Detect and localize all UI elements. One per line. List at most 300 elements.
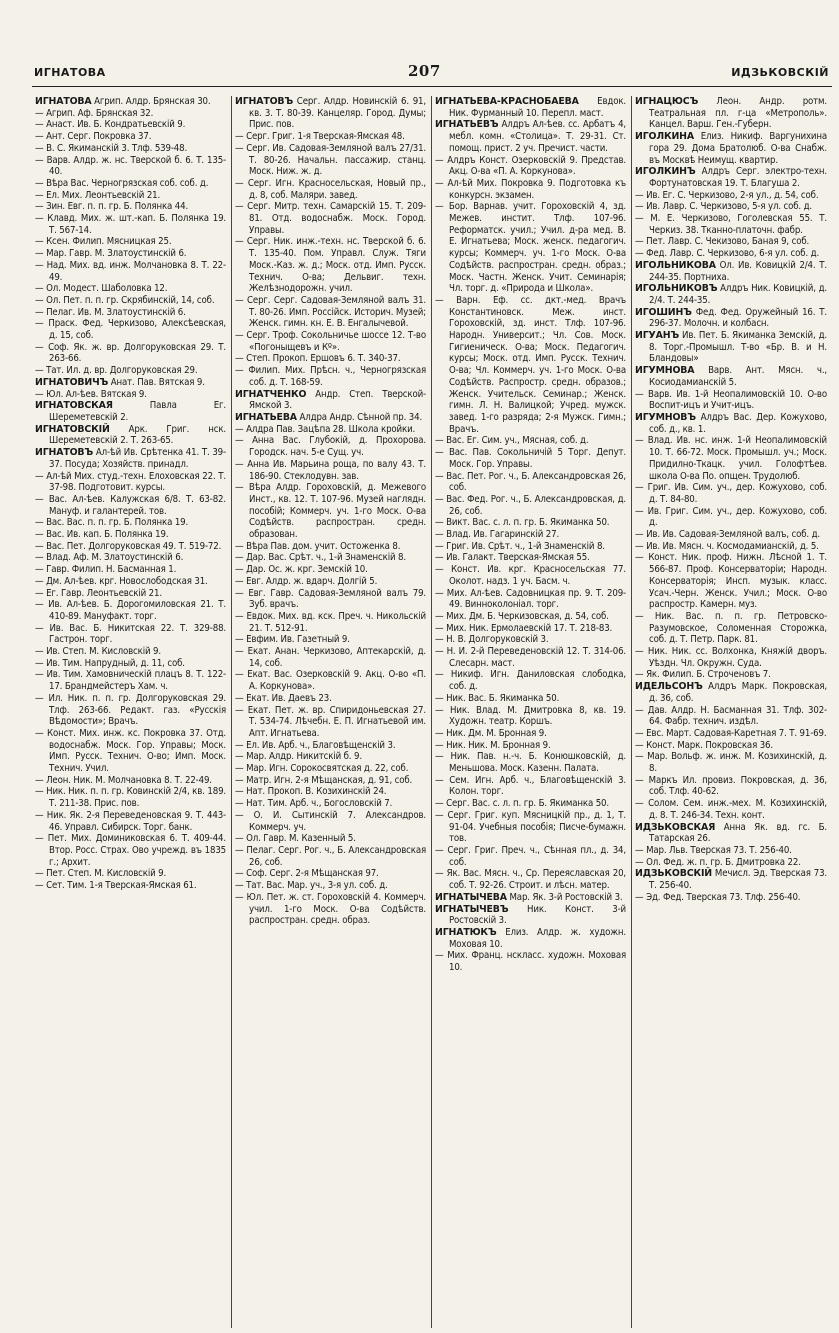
entry-text: Филип. Мих. Прѣсн. ч., Черногрязская соб. д. Т. 168-59.	[248, 365, 426, 388]
directory-entry	[35, 471, 226, 494]
entry-text: Бор. Варнав. учит. Гороховскій 4, зд. Межев. инстит. Тлф. 107-96. Реформатск. учил.; Учил. д-ра мед. В. Е. Игнатьева; Моск. женск. педагогич. курсы; Коммерч. уч. 1-го Моск. О-ва Содѣйств. распростран. средн. образ.; Моск. Частн. Женск. Учит. Семинарія; Чл. торг. д. «Природа и Школа».	[448, 201, 626, 295]
surname-heading: ИГУМНОВА	[635, 365, 695, 377]
entry-text: Ол. Модест. Шаболовка 12.	[46, 283, 168, 295]
entry-text: Ник. Ник. сс. Волхонка, Княжій дворъ. Уѣздн. Чл. Окружн. Суда.	[647, 646, 827, 669]
entry-text: Дм. Ал-ѣев. крг. Новослободская 31.	[46, 575, 208, 587]
entry-text: Маркъ Ил. провиз. Покровская, д. 36, соб. Тлф. 40-62.	[648, 774, 828, 798]
directory-entry	[35, 131, 226, 143]
directory-entry	[435, 564, 626, 587]
entry-text: Алдра Андр. Сѣнной пр. 34.	[296, 411, 423, 423]
entry-text: Мар. Льв. Тверская 73. Т. 256-40.	[646, 845, 792, 856]
surname-heading: ИГУМНОВЪ	[635, 411, 696, 423]
entry-text: Ив. Тим. Напрудный, д. 11, соб.	[46, 657, 185, 669]
entry-text: Ив. Галакт. Тверская-Ямская 55.	[446, 552, 590, 564]
directory-entry	[635, 248, 827, 260]
directory-entry	[435, 435, 626, 447]
entry-text: Варв. Ив. 1-й Неопалимовскій 10. О-во Воспит-ицъ и Учит-ицъ.	[648, 388, 827, 412]
surname-heading: ИГНАТОВИЧЪ	[35, 376, 109, 388]
surname-heading: ИГНАТОВЪ	[235, 96, 294, 107]
entry-text: Ил. Ник. п. п. гр. Долгоруковская 29. Тлф. 263-66. Редакт. газ. «Русскія Вѣдомости»; Врачъ.	[48, 692, 226, 728]
directory-entry	[35, 646, 226, 658]
surname-heading: ИГОЛКИНЪ	[635, 166, 696, 178]
directory-entry	[435, 623, 626, 635]
directory-entry	[35, 236, 226, 248]
page-number: 207	[408, 62, 441, 80]
entry-text: Мар. Як. 3-й Ростовскій 3.	[506, 891, 623, 903]
surname-heading: ИГНАТОВА	[35, 96, 92, 107]
directory-entry	[635, 868, 827, 891]
directory-columns	[32, 96, 832, 1328]
entry-text: Влад. Ив. Гагаринскій 27.	[446, 529, 560, 541]
directory-entry	[635, 681, 827, 704]
entry-text: Григ. Ив. Срѣт. ч., 1-й Знаменскій 8.	[446, 540, 605, 552]
surname-heading: ИГОШИНЪ	[635, 306, 692, 318]
directory-entry	[435, 646, 626, 669]
entry-text: Ант. Серг. Покровка 37.	[46, 131, 152, 143]
entry-text: Степ. Прокоп. Ершовъ 6. Т. 340-37.	[246, 353, 401, 365]
surname-heading: ИГОЛЬНИКОВА	[635, 259, 716, 271]
entry-text: Евдок. Мих. вд. кск. Преч. ч. Никольскій 21. Т. 512-91.	[246, 610, 427, 634]
entry-text: Серг. Алдр. Новинскій 6. 91, кв. 3. Т. 80-39. Канцеляр. Город. Думы; Прис. пов.	[249, 96, 426, 131]
entry-text: Викт. Вас. с. л. п. гр. Б. Якиманка 50.	[446, 517, 610, 529]
entry-text: Евг. Алдр. ж. вдарч. Долгій 5.	[246, 575, 378, 587]
directory-entry	[435, 295, 626, 435]
entry-text: Агрип. Аф. Брянская 32.	[46, 107, 154, 119]
directory-entry	[235, 705, 426, 740]
entry-text: Варн. Еф. сс. дкт.-мед. Врачъ Константиновск. Меж. инст. Гороховскій, зд. инст. Тлф. 107-96. Народн. Университ.; Чл. Сов. Моск. Гигиеническ. О-ва; Моск. Педагогич. курсы; Моск. отд. Имп. Русск. Технич. О-ва; Чл. Коммерч. уч. 1-го Моск. О-ва Содѣйств. Распростр. средн. образов.; Женск. Учительск. Семинар.; Женск. гимн. Л. Н. Валицкой; Учред. мужск. завед. 1-го разряда; 2-я Мужск. Гимн.; Врачъ.	[449, 294, 626, 435]
directory-entry	[35, 564, 226, 576]
directory-entry	[235, 330, 426, 353]
entry-text: Ив. Ив. Садовая-Земляной валъ, соб. д.	[646, 529, 821, 541]
directory-entry	[35, 775, 226, 787]
directory-entry	[635, 751, 827, 774]
entry-text: Вас. Ег. Сим. уч., Мясная, соб. д.	[446, 435, 589, 447]
surname-heading: ИГНАЦЮСЪ	[635, 96, 699, 107]
directory-entry	[35, 318, 226, 341]
directory-entry	[235, 892, 426, 927]
directory-entry	[235, 880, 426, 892]
directory-entry	[635, 740, 827, 752]
entry-text: Вас. Пав. Сокольничій 5 Торг. Депут. Моск. Гор. Управы.	[448, 447, 626, 470]
directory-entry	[235, 552, 426, 564]
directory-entry	[235, 96, 426, 131]
directory-entry	[35, 880, 226, 892]
entry-text: Конст. Ник. проф. Нижн. Лѣсной 1. Т. 566-87. Проф. Консерваторіи; Народн. Консерваторія; Инсп. музык. класс. Усач.-Черн. Женск. Учил.; Моск. О-во распростр. Камерн. муз.	[648, 552, 827, 611]
entry-text: Солом. Сем. инж.-мех. М. Козихинскій, д. 8. Т. 246-34. Техн. конт.	[648, 798, 827, 821]
directory-entry	[635, 482, 827, 505]
column-4	[632, 96, 832, 1328]
entry-text: Фед. Лавр. С. Черкизово, 6-я ул. соб. д.	[646, 248, 820, 260]
directory-entry	[235, 178, 426, 201]
entry-text: Конст. Ив. крг. Красносельская 77. Околот. надз. 1 уч. Басм. ч.	[449, 564, 626, 587]
directory-entry	[235, 845, 426, 868]
entry-text: Мих. Ал-ѣев. Садовницкая пр. 9. Т. 209-49. Винноколоніал. торг.	[446, 587, 626, 611]
entry-text: О. И. Сытинскій 7. Александров. Коммерч. уч.	[249, 809, 427, 833]
entry-text: Н. В. Долгоруковскій 3.	[446, 634, 549, 646]
directory-entry	[435, 634, 626, 646]
directory-entry	[635, 96, 827, 131]
entry-text: Арк. Григ. нск. Шереметевскій 2. Т. 263-65.	[49, 423, 226, 447]
directory-entry	[435, 798, 626, 810]
directory-entry	[235, 810, 426, 833]
surname-heading: ИГОЛЬНИКОВЪ	[635, 283, 718, 295]
column-1	[32, 96, 232, 1328]
entry-text: Павла Ег. Шереметевскій 2.	[49, 400, 226, 423]
directory-entry	[635, 892, 827, 904]
directory-entry	[435, 611, 626, 623]
entry-text: Пет. Лавр. С. Чекизово, Баная 9, соб.	[646, 236, 810, 248]
entry-text: Анна Вас. Глубокій, д. Прохорова. Городск. нач. 5-е Сущ. уч.	[249, 435, 426, 459]
directory-entry	[235, 459, 426, 482]
entry-text: Вас. Пет. Рог. ч., Б. Александровская 26, соб.	[446, 470, 626, 494]
entry-text: Серг. Серг. Садовая-Земляной валъ 31. Т. 80-26. Имп. Россійск. Историч. Музей; Женск. гимн. кн. Е. В. Енгалычевой.	[247, 294, 426, 330]
directory-entry	[235, 669, 426, 692]
directory-entry	[635, 166, 827, 189]
surname-heading: ИГНАТЬЕВЪ	[435, 119, 499, 131]
directory-entry	[635, 728, 827, 740]
directory-entry	[635, 190, 827, 202]
entry-text: Сем. Игн. Арб. ч., Благовѣщенскій 3. Колон. торг.	[449, 774, 627, 798]
entry-text: Елиз. Алдр. ж. художн. Моховая 10.	[449, 926, 626, 950]
entry-text: Серг. Ив. Садовая-Земляной валъ 27/31. Т. 80-26. Начальн. пассажир. станц. Моск. Ниж. ж. д.	[246, 142, 427, 178]
directory-entry	[435, 541, 626, 553]
directory-entry	[35, 447, 226, 470]
entry-text: Нат. Тим. Арб. ч., Богословскій 7.	[246, 798, 393, 810]
directory-entry	[235, 412, 426, 424]
entry-text: Матр. Игн. 2-я Мѣщанская, д. 91, соб.	[246, 774, 413, 786]
entry-text: Пелаг. Серг. Рог. ч., Б. Александровская 26, соб.	[246, 845, 426, 868]
entry-text: Елиз. Никиф. Варгунихина гора 29. Дома Братолюб. О-ва Снабж. въ Москвѣ Неимущ. квартир.	[649, 131, 827, 166]
entry-text: Алдра Пав. Зацѣпа 28. Школа кройки.	[246, 423, 416, 435]
directory-entry	[235, 634, 426, 646]
directory-entry	[35, 201, 226, 213]
directory-entry	[235, 786, 426, 798]
entry-text: Пелаг. Ив. М. Златоустинскій 6.	[46, 306, 186, 318]
entry-text: Серг. Игн. Красносельская, Новый пр., д. 8, соб. Маляри. завед.	[247, 177, 426, 201]
directory-entry	[35, 295, 226, 307]
entry-text: Екат. Пет. ж. вр. Спиридоньевская 27. Т. 534-74. Лѣчебн. Е. П. Игнатьевой им. Апт. Игнатьева.	[247, 704, 426, 739]
directory-entry	[35, 96, 226, 108]
entry-text: Эд. Фед. Тверская 73. Тлф. 256-40.	[646, 891, 801, 903]
directory-entry	[235, 564, 426, 576]
directory-entry	[635, 283, 827, 306]
directory-entry	[235, 353, 426, 365]
entry-text: Алдръ Конст. Озерковскій 9. Представ. Акц. О-ва «П. А. Коркунова».	[447, 154, 626, 178]
entry-text: Пет. Мих. Доминиковская 6. Т. 409-44. Втор. Росс. Страх. Ово учрежд. въ 1835 г.; Архит.	[47, 833, 226, 868]
entry-text: В. С. Якиманскій 3. Тлф. 539-48.	[46, 142, 188, 154]
directory-entry	[35, 517, 226, 529]
entry-text: Над. Мих. вд. инж. Молчановка 8. Т. 22-49.	[46, 259, 226, 283]
surname-heading: ИДЗЬКОВСКІЙ	[635, 868, 713, 880]
directory-entry	[35, 307, 226, 319]
directory-entry	[435, 447, 626, 470]
surname-heading: ИГНАТОВЪ	[35, 447, 94, 459]
directory-entry	[235, 541, 426, 553]
entry-text: Никиф. Игн. Даниловская слободка, соб. д.	[449, 669, 626, 693]
directory-entry	[35, 541, 226, 553]
entry-text: Ник. Як. 2-я Переведеновская 9. Т. 443-46. Управл. Сибирск. Торг. банк.	[46, 809, 227, 833]
entry-text: Ал-ѣй Ив. Срѣтенка 41. Т. 39-37. Посуда; Хозяйств. принадл.	[49, 447, 226, 470]
directory-entry	[635, 131, 827, 166]
directory-entry	[35, 588, 226, 600]
entry-text: Ник. Дм. М. Бронная 9.	[446, 727, 547, 739]
surname-heading: ИГНАТОВСКАЯ	[35, 400, 113, 412]
entry-text: Ол. Фед. ж. п. гр. Б. Дмитровка 22.	[646, 856, 801, 868]
entry-text: Дар. Вас. Срѣт. ч., 1-й Знаменскій 8.	[246, 552, 406, 564]
entry-text: Клавд. Мих. ж. шт.-кап. Б. Полянка 19. Т. 567-14.	[47, 213, 227, 236]
directory-entry	[635, 857, 827, 869]
directory-entry	[435, 471, 626, 494]
entry-text: Серг. Григ. Преч. ч., Сѣнная пл., д. 34, соб.	[447, 845, 626, 868]
directory-entry	[635, 775, 827, 798]
entry-text: Алдръ Серг. электро-техн. Фортунатовская 19. Т. Благуша 2.	[649, 166, 827, 189]
entry-text: Ник. Пав. н.-ч. Б. Конюшковскій, д. Меньшова. Моск. Казенн. Палата.	[449, 751, 626, 775]
directory-entry	[635, 611, 827, 646]
directory-entry	[435, 155, 626, 178]
entry-text: Ив. Ег. С. Черкизово, 2-я ул., д. 54, соб.	[646, 189, 819, 201]
entry-text: Ал-ѣй Мих. Покровка 9. Подготовка къ конкурсн. экзамен.	[447, 177, 626, 201]
directory-entry	[35, 260, 226, 283]
entry-text: Ол. Пет. п. п. гр. Скрябинскій, 14, соб.	[46, 294, 215, 306]
entry-text: Ол. Ив. Ковицкій 2/4. Т. 244-35. Портниха.	[649, 259, 827, 283]
directory-entry	[435, 517, 626, 529]
surname-heading: ИГНАТЫЧЕВЪ	[435, 903, 509, 915]
directory-entry	[435, 740, 626, 752]
directory-entry	[435, 494, 626, 517]
entry-text: Ив. Григ. Сим. уч., дер. Кожухово, соб. д.	[647, 505, 828, 529]
surname-heading: ИГНАТЧЕНКО	[235, 388, 307, 400]
entry-text: Вѣра Алдр. Гороховскій, д. Межевого Инст., кв. 12. Т. 107-96. Музей наглядн. пособій; Коммерч. уч. 1-го Моск. О-ва Содѣйств. распростран. средн. образован.	[248, 482, 426, 541]
directory-entry	[235, 751, 426, 763]
entry-text: Мечисл. Эд. Тверская 73. Т. 256-40.	[649, 868, 827, 892]
directory-entry	[235, 143, 426, 178]
directory-entry	[435, 775, 626, 798]
directory-entry	[435, 96, 626, 119]
entry-text: Варв. Ант. Мясн. ч., Косиодамианскій 5.	[649, 365, 827, 388]
entry-text: Ал-ѣй Мих. студ.-техн. Елоховская 22. Т. 37-98. Подготовит. курсы.	[46, 470, 226, 494]
entry-text: Ив. Вас. Б. Никитская 22. Т. 329-88. Гастрон. торг.	[49, 622, 227, 646]
entry-text: Евфим. Ив. Газетный 9.	[246, 634, 350, 646]
entry-text: Анна Як. вд. гс. Б. Татарская 26.	[649, 821, 827, 845]
entry-text: Серг. Григ. 1-я Тверская-Ямская 48.	[246, 131, 405, 143]
entry-text: Серг. Троф. Сокольничье шоссе 12. Т-во «Погоныщевъ и Кº».	[246, 330, 426, 353]
directory-entry	[435, 178, 626, 201]
directory-entry	[235, 131, 426, 143]
entry-text: Дав. Алдр. Н. Басманная 31. Тлф. 302-64. Фабр. технич. издѣл.	[647, 704, 827, 728]
entry-text: Евдок. Ник. Фурманный 10. Перепл. маст.	[449, 96, 626, 119]
directory-entry	[635, 552, 827, 611]
directory-entry	[35, 155, 226, 178]
entry-text: Анаст. Ив. Б. Кондратьевскій 9.	[46, 119, 186, 131]
entry-text: Варв. Алдр. ж. нс. Тверской б. 6. Т. 135-40.	[46, 154, 226, 178]
directory-entry	[35, 669, 226, 692]
surname-heading: ИГОЛКИНА	[635, 131, 694, 143]
entry-text: Ник. Ник. п. п. гр. Ковинскій 2/4, кв. 189. Т. 211-38. Прис. пов.	[46, 786, 227, 810]
running-header	[0, 62, 839, 86]
directory-entry	[635, 529, 827, 541]
entry-text: Евс. Март. Садовая-Каретная 7. Т. 91-69.	[646, 727, 827, 739]
directory-entry	[635, 201, 827, 213]
entry-text: Фед. Фед. Оружейный 16. Т. 296-37. Молочн. и колбасн.	[649, 306, 827, 330]
directory-entry	[235, 295, 426, 330]
surname-heading: ИДЕЛЬСОНЪ	[635, 681, 703, 693]
directory-entry	[35, 658, 226, 670]
entry-text: Алдръ Марк. Покровская, д. 36, соб.	[649, 681, 827, 704]
directory-entry	[35, 400, 226, 423]
entry-text: Ив. Ал-ѣев. Б. Дорогомиловская 21. Т. 410-89. Мануфакт. торг.	[48, 599, 226, 622]
directory-entry	[235, 833, 426, 845]
entry-text: Влад. Аф. М. Златоустинскій 6.	[46, 552, 184, 564]
directory-entry	[635, 365, 827, 388]
entry-text: Соф. Серг. 2-я Мѣщанская 97.	[246, 868, 379, 880]
directory-entry	[435, 693, 626, 705]
directory-entry	[235, 365, 426, 388]
entry-text: Ник. Влад. М. Дмитровка 8, кв. 19. Художн. театр. Коршъ.	[449, 704, 626, 728]
directory-entry	[35, 623, 226, 646]
directory-entry	[435, 950, 626, 973]
directory-entry	[235, 646, 426, 669]
directory-entry	[35, 833, 226, 868]
entry-text: Мих. Франц. нскласс. художн. Моховая 10.	[447, 950, 626, 974]
directory-entry	[235, 775, 426, 787]
directory-entry	[235, 693, 426, 705]
directory-entry	[235, 763, 426, 775]
directory-entry	[435, 728, 626, 740]
entry-text: Ник. Вас. Б. Якиманка 50.	[446, 692, 560, 704]
entry-text: Вас. Ал-ѣев. Калужская 6/8. Т. 63-82. Мануф. и галантерей. тов.	[48, 493, 226, 517]
directory-entry	[35, 576, 226, 588]
entry-text: Як. Вас. Мясн. ч., Ср. Переяславская 20, соб. Т. 92-26. Строит. и лѣсн. матер.	[446, 868, 627, 892]
entry-text: Конст. Мих. инж. кс. Покровка 37. Отд. водоснабж. Моск. Гор. Управы; Моск. Имп. Русск. Технич. О-во; Имп. Моск. Технич. Учил.	[47, 727, 226, 775]
directory-entry	[635, 798, 827, 821]
entry-text: Як. Филип. Б. Строченовъ 7.	[646, 669, 771, 681]
entry-text: М. Е. Черкизово, Гоголевская 55. Т. Черкиз. 38. Тканно-платочн. фабр.	[649, 213, 827, 236]
entry-text: Алдръ Ник. Ковицкій, д. 2/4. Т. 244-35.	[649, 283, 827, 306]
directory-entry	[35, 365, 226, 377]
entry-text: Алдръ Вас. Дер. Кожухово, соб. д., кв. 1.	[649, 411, 827, 435]
entry-text: Андр. Степ. Тверской-Ямской 3.	[249, 388, 426, 412]
entry-text: Мих. Дм. Б. Черкизовская, д. 54, соб.	[446, 610, 609, 622]
entry-text: Серг. Митр. техн. Самарскій 15. Т. 209-81. Отд. водоснабж. Моск. Город. Управы.	[247, 201, 426, 236]
directory-entry	[35, 213, 226, 236]
entry-text: Ник. Конст. 3-й Ростовскій 3.	[449, 903, 626, 927]
directory-entry	[435, 751, 626, 774]
entry-text: Ив. Степ. М. Кисловскій 9.	[46, 646, 161, 658]
entry-text: Юл. Пет. ж. ст. Гороховскій 4. Коммерч. учил. 1-го Моск. О-ва Содѣйств. распростран. средн. образ.	[246, 891, 427, 927]
entry-text: Ив. Тим. Хамовническій плацъ 8. Т. 122-17. Брандмейстеръ Хам. ч.	[46, 669, 226, 693]
entry-text: Леон. Андр. ротм. Театральная пл. г-ца «Метрополь». Канцел. Варш. Ген.-Губерн.	[649, 96, 827, 131]
entry-text: Ксен. Филип. Мясницкая 25.	[46, 236, 172, 248]
entry-text: Мих. Ник. Ермолаевскій 17. Т. 218-83.	[446, 622, 613, 634]
entry-text: Ив. Пет. Б. Якиманка Земскій, д. 8. Торг.-Промышл. Т-во «Бр. В. и Н. Бландовы»	[649, 330, 827, 365]
entry-text: Сет. Тим. 1-я Тверская-Ямская 61.	[46, 880, 197, 892]
entry-text: Влад. Ив. нс. инж. 1-й Неопалимовскій 10. Т. 66-72. Моск. Промышл. уч.; Моск. Придилно-Ткацк. учил. Голофтѣев. школа О-ва По. опщен. Трудолюб.	[647, 435, 827, 482]
entry-text: Вас. Пет. Долгоруковская 49. Т. 519-72.	[46, 540, 222, 552]
directory-entry	[35, 529, 226, 541]
entry-text: Серг. Вас. с. л. п. гр. Б. Якиманка 50.	[446, 798, 609, 810]
entry-text: Ол. Гавр. М. Казенный 5.	[246, 833, 356, 845]
entry-text: Екат. Вас. Озерковскій 9. Акц. О-во «П. А. Коркунова».	[247, 669, 426, 693]
entry-text: Мар. Алдр. Никитскій б. 9.	[246, 751, 362, 763]
entry-text: Юл. Ал-ѣев. Вятская 9.	[46, 388, 147, 400]
directory-entry	[35, 868, 226, 880]
entry-text: Алдръ Ал-ѣев. сс. Арбатъ 4, мебл. комн. «Столица». Т. 29-31. Ст. помощ. прист. 2 уч. Пречист. части.	[449, 119, 626, 154]
header-left-word: ИГНАТОВА	[34, 66, 106, 79]
directory-entry	[235, 576, 426, 588]
directory-entry	[35, 728, 226, 775]
header-rule	[32, 86, 832, 87]
directory-entry	[635, 389, 827, 412]
directory-entry	[235, 740, 426, 752]
entry-text: Вас. Ив. кап. Б. Полянка 19.	[46, 529, 169, 541]
entry-text: Екат. Ив. Даевъ 23.	[246, 692, 332, 704]
directory-entry	[235, 236, 426, 295]
directory-entry	[35, 552, 226, 564]
directory-entry	[235, 424, 426, 436]
directory-entry	[35, 283, 226, 295]
directory-entry	[635, 412, 827, 435]
entry-text: Нат. Прокоп. В. Козихинскій 24.	[246, 786, 387, 798]
directory-entry	[35, 190, 226, 202]
directory-entry	[635, 506, 827, 529]
directory-entry	[235, 435, 426, 458]
directory-entry	[435, 552, 626, 564]
directory-entry	[35, 389, 226, 401]
directory-entry	[635, 845, 827, 857]
entry-text: Ив. Ив. Мясн. ч. Космодамианскій, д. 5.	[646, 540, 819, 552]
entry-text: Н. И. 2-й Переведеновскій 12. Т. 314-06. Слесарн. маст.	[446, 646, 626, 669]
entry-text: Серг. Григ. куп. Мясницкій пр., д. 1, Т. 91-04. Учебныя пособія; Писче-бумажн. тов.	[447, 809, 626, 845]
directory-entry	[235, 798, 426, 810]
entry-text: Соф. Як. ж. вр. Долгоруковская 29. Т. 263-66.	[48, 341, 226, 365]
directory-entry	[435, 201, 626, 295]
surname-heading: ИГУАНЪ	[635, 330, 680, 342]
entry-text: Вас. Вас. п. п. гр. Б. Полянка 19.	[46, 517, 189, 529]
entry-text: Анна Ив. Марьина роща, по валу 43. Т. 186-90. Стеклодувн. зав.	[247, 458, 426, 482]
entry-text: Зин. Евг. п. п. гр. Б. Полянка 44.	[46, 201, 189, 213]
entry-text: Мар. Игн. Сорокосвятская д. 22, соб.	[246, 763, 409, 775]
entry-text: Ел. Мих. Леонтьевскій 21.	[46, 189, 161, 201]
entry-text: Конст. Марк. Покровская 36.	[646, 739, 773, 751]
entry-text: Тат. Ил. д. вр. Долгоруковская 29.	[46, 365, 198, 377]
directory-entry	[635, 307, 827, 330]
directory-entry	[35, 693, 226, 728]
directory-entry	[35, 108, 226, 120]
directory-entry	[635, 260, 827, 283]
entry-text: Мар. Гавр. М. Златоустинскій 6.	[46, 248, 187, 260]
entry-text: Праск. Фед. Черкизово, Алексѣевская, д. 15, соб.	[48, 318, 227, 342]
column-3	[432, 96, 632, 1328]
directory-entry	[435, 669, 626, 692]
entry-text: Екат. Анан. Черкизово, Аптекарскій, д. 14, соб.	[247, 646, 427, 669]
entry-text: Анат. Пав. Вятская 9.	[108, 376, 205, 388]
entry-text: Пет. Степ. М. Кисловскій 9.	[46, 868, 167, 880]
directory-entry	[35, 494, 226, 517]
directory-entry	[435, 927, 626, 950]
entry-text: Гавр. Филип. Н. Басманная 1.	[46, 564, 177, 576]
entry-text: Вѣра Вас. Черногрязская соб. соб. д.	[46, 177, 209, 189]
directory-entry	[635, 435, 827, 482]
entry-text: Мар. Вольф. ж. инж. М. Козихинскій, д. 8.	[647, 751, 827, 775]
surname-heading: ИГНАТЮКЪ	[435, 926, 497, 938]
surname-heading: ИГНАТЬЕВА-КРАСНОБАЕВА	[435, 96, 579, 107]
directory-entry	[235, 611, 426, 634]
directory-entry	[435, 904, 626, 927]
directory-entry	[35, 119, 226, 131]
directory-entry	[35, 599, 226, 622]
entry-text: Леон. Ник. М. Молчановка 8. Т. 22-49.	[46, 774, 212, 786]
directory-entry	[635, 822, 827, 845]
